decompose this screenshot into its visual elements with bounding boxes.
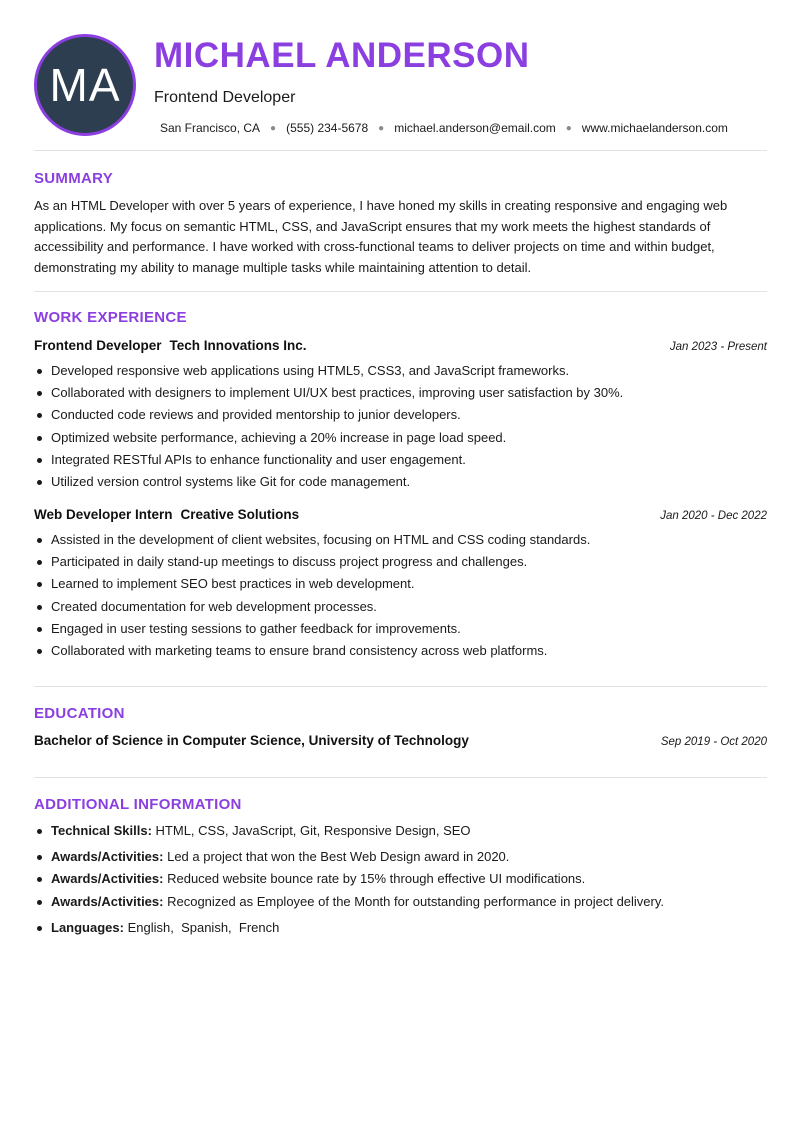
contact-website[interactable]: www.michaelanderson.com xyxy=(581,121,728,135)
info-value: Led a project that won the Best Web Design award in 2020. xyxy=(167,849,510,865)
divider xyxy=(34,150,767,151)
job-company: Tech Innovations Inc. xyxy=(169,338,307,353)
info-label: Awards/Activities: xyxy=(51,871,164,887)
job-title: Frontend Developer xyxy=(154,89,296,106)
job-bullets xyxy=(34,360,771,493)
info-value: Reduced website bounce rate by 15% through effective UI modifications. xyxy=(167,871,586,887)
summary-heading: SUMMARY xyxy=(34,170,114,187)
info-value: HTML, CSS, JavaScript, Git, Responsive Design, SEO xyxy=(155,823,471,838)
list-item: Collaborated with marketing teams to ensure brand consistency across web platforms. xyxy=(51,640,771,662)
list-item: Engaged in user testing sessions to gather feedback for improvements. xyxy=(51,618,771,640)
candidate-name: MICHAEL ANDERSON xyxy=(154,36,530,75)
contact-location: San Francisco, CA xyxy=(160,121,261,135)
contact-email[interactable]: michael.anderson@email.com xyxy=(394,121,556,135)
list-item: Created documentation for web development processes. xyxy=(51,596,771,618)
job-header xyxy=(34,507,767,522)
work-experience-heading: WORK EXPERIENCE xyxy=(34,309,187,326)
info-label: Languages: xyxy=(51,919,124,935)
additional-info-heading: ADDITIONAL INFORMATION xyxy=(34,796,242,813)
divider xyxy=(34,777,767,778)
education-dates: Sep 2019 - Oct 2020 xyxy=(660,736,767,748)
list-item: Learned to implement SEO best practices in web development. xyxy=(51,573,771,595)
job-role-line xyxy=(34,338,307,353)
list-item: Participated in daily stand-up meetings to discuss project progress and challenges. xyxy=(51,551,771,573)
divider xyxy=(34,291,767,292)
info-value: English, Spanish, French xyxy=(127,919,280,935)
list-item: Integrated RESTful APIs to enhance functionality and user engagement. xyxy=(51,449,771,471)
list-item: Optimized website performance, achieving a 20% increase in page load speed. xyxy=(51,427,771,449)
separator-dot-icon: ● xyxy=(270,122,277,134)
list-item: Assisted in the development of client websites, focusing on HTML and CSS coding standards. xyxy=(51,529,771,551)
info-label: Awards/Activities: xyxy=(51,849,164,865)
list-item: Conducted code reviews and provided mentorship to junior developers. xyxy=(51,404,771,426)
divider xyxy=(34,686,767,687)
additional-info-list xyxy=(34,820,771,939)
separator-dot-icon: ● xyxy=(378,122,385,134)
degree: Bachelor of Science in Computer Science, University of Technology xyxy=(34,733,469,748)
list-item xyxy=(51,868,771,890)
info-label: Technical Skills: xyxy=(51,823,152,838)
list-item: Utilized version control systems like Git for code management. xyxy=(51,471,771,493)
info-value: Recognized as Employee of the Month for outstanding performance in project delivery. xyxy=(167,893,665,909)
avatar xyxy=(34,34,136,136)
contact-row xyxy=(160,121,728,135)
list-item: Developed responsive web applications using HTML5, CSS3, and JavaScript frameworks. xyxy=(51,360,771,382)
education-entry xyxy=(34,733,767,748)
contact-phone: (555) 234-5678 xyxy=(286,121,369,135)
list-item: Collaborated with designers to implement UI/UX best practices, improving user satisfaction by 30%. xyxy=(51,382,771,404)
separator-dot-icon: ● xyxy=(565,122,572,134)
job-dates: Jan 2023 - Present xyxy=(669,341,767,353)
job-role-line xyxy=(34,507,299,522)
list-item xyxy=(51,846,771,868)
info-label: Awards/Activities: xyxy=(51,893,164,909)
avatar-initials: MA xyxy=(49,59,121,111)
job-bullets xyxy=(34,529,771,662)
list-item xyxy=(51,917,771,939)
education-heading: EDUCATION xyxy=(34,705,125,722)
list-item xyxy=(51,891,771,913)
job-role: Web Developer Intern xyxy=(34,507,173,522)
job-header xyxy=(34,338,767,353)
list-item xyxy=(51,820,771,842)
summary-text: As an HTML Developer with over 5 years of experience, I have honed my skills in creating responsive and engaging web applications. My focus on semantic HTML, CSS, and JavaScript ensures that my work meets the highest standards of accessibility and performance. I have worked with cross-functional teams to deliver projects on time and within budget, demonstrating my ability to manage multiple tasks while maintaining attention to detail. xyxy=(34,198,728,275)
job-role: Frontend Developer xyxy=(34,338,162,353)
job-dates: Jan 2020 - Dec 2022 xyxy=(660,510,767,522)
job-company: Creative Solutions xyxy=(180,507,300,522)
